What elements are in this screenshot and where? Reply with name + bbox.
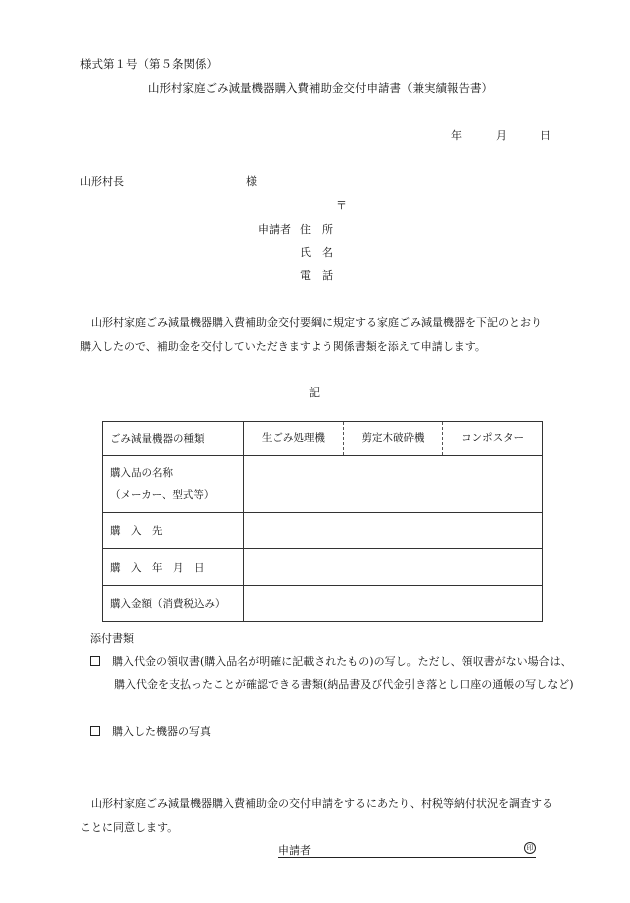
checkbox-icon[interactable] [90,656,100,666]
type-option-food-waste[interactable]: 生ごみ処理機 [261,432,325,444]
attachment-item [90,650,580,696]
vendor-field[interactable] [244,513,543,549]
table-row [103,586,543,622]
type-option-composter[interactable]: コンポスター [442,422,542,455]
document-title: 山形村家庭ごみ減量機器購入費補助金交付申請書（兼実績報告書） [148,81,493,95]
purchase-amount-field[interactable] [244,586,543,622]
purchase-date-label: 購 入 年 月 日 [103,549,244,586]
product-name-label-line2: （メーカー、型式等） [110,489,215,501]
ki-heading: 記 [309,386,320,399]
table-row [103,549,543,586]
type-options [244,422,543,456]
form-number: 様式第１号（第５条関係） [80,57,218,71]
attachment-text: 購入した機器の写真 [112,725,211,738]
attachment-item [90,720,211,743]
date-year: 年 [451,129,462,142]
type-option-branch-shredder[interactable]: 剪定木破砕機 [343,422,443,455]
purchase-amount-label: 購入金額（消費税込み） [103,586,244,622]
attachments-header: 添付書類 [90,632,134,645]
name-label: 氏 名 [300,246,333,259]
table-row [103,422,543,456]
addressee-name: 山形村長 [80,175,124,188]
purchase-date-field[interactable] [244,549,543,586]
application-statement: 山形村家庭ごみ減量機器購入費補助金交付要綱に規定する家庭ごみ減量機器を下記のとおり購入したので、補助金を交付していただきますよう関係書類を添えて申請します。 [80,316,542,353]
address-label: 住 所 [300,223,333,236]
product-name-label-line1: 購入品の名称 [110,467,173,479]
date-day: 日 [540,129,551,142]
seal-icon: 印 [524,842,536,854]
postal-mark: 〒 [336,199,347,212]
checkbox-icon[interactable] [90,726,100,736]
vendor-label: 購 入 先 [103,513,244,549]
type-label: ごみ減量機器の種類 [103,422,244,456]
applicant-label: 申請者 [258,223,291,236]
signature-label: 申請者 [278,844,311,857]
date-month: 月 [496,129,507,142]
consent-statement: 山形村家庭ごみ減量機器購入費補助金の交付申請をするにあたり、村税等納付状況を調査することに同意します。 [80,797,553,834]
attachment-text: 購入代金の領収書(購入品名が明確に記載されたもの)の写し。ただし、領収書がない場合は、購入代金を支払ったことが確認できる書類(納品書及び代金引き落とし口座の通帳の写しなど) [112,655,574,691]
purchase-table [102,421,543,622]
product-name-label [103,456,244,513]
table-row [103,513,543,549]
product-name-field[interactable] [244,456,543,513]
table-row [103,456,543,513]
phone-label: 電 話 [300,269,333,282]
addressee-honorific: 様 [246,175,257,188]
signature-line[interactable] [278,842,536,858]
